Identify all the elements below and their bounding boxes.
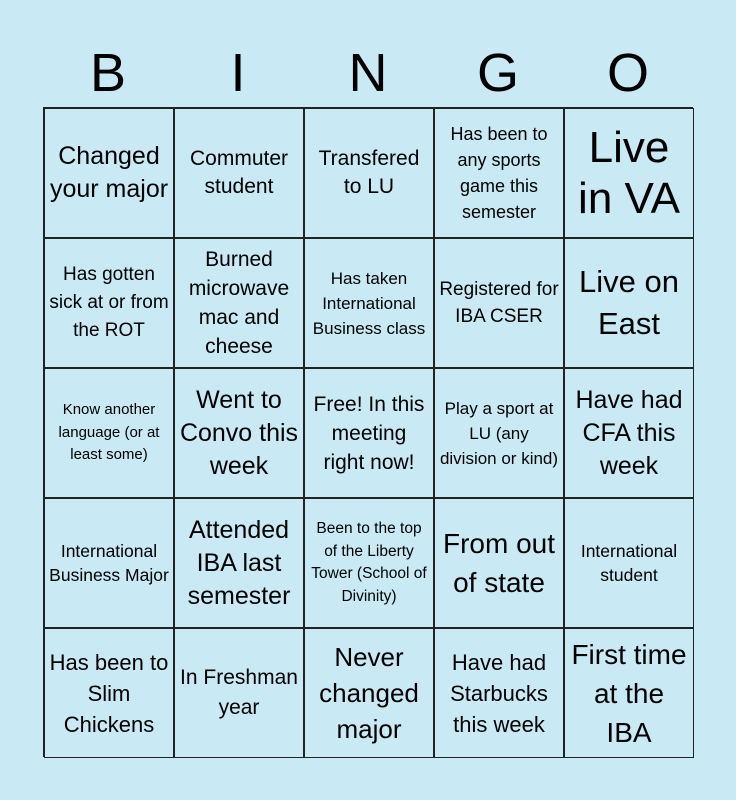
cell-text: Free! In this meeting right now! (313, 392, 425, 474)
cell-text: Attended IBA last semester (187, 515, 291, 610)
header-letter-i: I (230, 43, 246, 103)
cell-text: Has gotten sick at or from the ROT (49, 264, 169, 341)
bingo-cell[interactable] (434, 238, 564, 368)
cell-text: Have had CFA this week (575, 385, 683, 480)
bingo-cell[interactable] (174, 498, 304, 628)
cell-text: Never changed major (319, 642, 419, 744)
cell-text: Been to the top of the Liberty Tower (School of Divinity) (311, 520, 427, 605)
header-letter-n: N (348, 43, 388, 103)
bingo-cell[interactable] (44, 368, 174, 498)
cell-text: In Freshman year (180, 666, 298, 719)
bingo-cell[interactable] (44, 628, 174, 758)
cell-text: International student (580, 540, 678, 585)
bingo-cell[interactable] (304, 368, 434, 498)
bingo-cell[interactable] (304, 108, 434, 238)
bingo-cell[interactable] (174, 368, 304, 498)
bingo-cell[interactable] (44, 108, 174, 238)
cell-text: Changed your major (49, 142, 169, 203)
bingo-cell[interactable] (44, 238, 174, 368)
header-letter-o: O (606, 43, 649, 103)
bingo-cell[interactable] (304, 238, 434, 368)
bingo-cell[interactable] (564, 628, 694, 758)
cell-text: Has been to any sports game this semester (450, 124, 548, 222)
bingo-cell[interactable] (174, 108, 304, 238)
cell-text: Commuter student (189, 147, 289, 198)
bingo-cell[interactable] (564, 368, 694, 498)
bingo-cell[interactable] (44, 498, 174, 628)
cell-text: Live in VA (578, 123, 680, 223)
cell-text: Has taken International Business class (312, 268, 426, 338)
bingo-cell[interactable] (434, 498, 564, 628)
cell-text: From out of state (442, 528, 556, 598)
cell-text: Burned microwave mac and cheese (188, 248, 290, 358)
cell-text: Have had Starbucks this week (450, 649, 548, 737)
cell-text: Has been to Slim Chickens (49, 649, 169, 737)
cell-text: International Business Major (49, 540, 169, 585)
bingo-header (43, 40, 693, 106)
bingo-cell[interactable] (174, 628, 304, 758)
cell-text: Know another language (or at least some) (58, 401, 160, 464)
bingo-cell[interactable] (434, 108, 564, 238)
cell-text: Registered for IBA CSER (439, 279, 559, 327)
bingo-cell[interactable] (174, 238, 304, 368)
bingo-cell[interactable] (434, 628, 564, 758)
bingo-cell[interactable] (564, 108, 694, 238)
bingo-card (43, 107, 693, 757)
cell-text: Transfered to LU (318, 147, 420, 198)
header-letter-b: B (89, 43, 127, 103)
cell-text: Live on East (579, 264, 679, 341)
cell-text: Play a sport at LU (any division or kind) (439, 398, 559, 468)
bingo-cell[interactable] (564, 498, 694, 628)
header-letter-g: G (476, 43, 519, 103)
bingo-cell[interactable] (434, 368, 564, 498)
cell-text: Went to Convo this week (179, 385, 299, 480)
bingo-cell[interactable] (564, 238, 694, 368)
cell-text: First time at the IBA (571, 638, 687, 748)
bingo-cell[interactable] (304, 628, 434, 758)
bingo-cell[interactable] (304, 498, 434, 628)
